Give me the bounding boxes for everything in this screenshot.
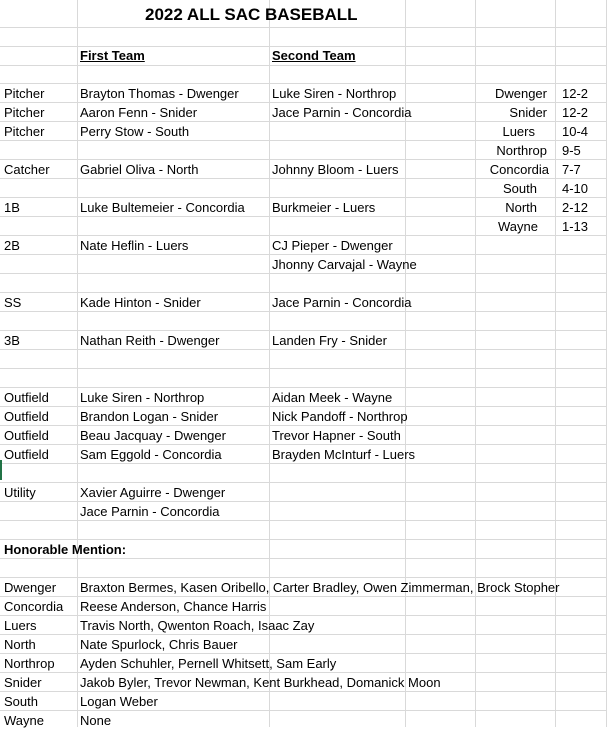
standings-team[interactable]: Luers <box>502 124 535 139</box>
second-team-header[interactable]: Second Team <box>272 48 356 63</box>
standings-team[interactable]: Wayne <box>498 219 538 234</box>
honorable-team[interactable]: North <box>4 637 36 652</box>
honorable-mention-heading[interactable]: Honorable Mention: <box>4 542 127 557</box>
second-team-cell[interactable]: Trevor Hapner - South <box>272 428 401 443</box>
honorable-team[interactable]: Northrop <box>4 656 55 671</box>
honorable-team[interactable]: Wayne <box>4 713 44 728</box>
sheet-title[interactable]: 2022 ALL SAC BASEBALL <box>145 5 358 24</box>
honorable-players[interactable]: Nate Spurlock, Chris Bauer <box>80 637 238 652</box>
standings-record[interactable]: 10-4 <box>562 124 589 139</box>
honorable-players[interactable]: Ayden Schuhler, Pernell Whitsett, Sam Early <box>80 656 337 671</box>
first-team-cell[interactable]: Luke Siren - Northrop <box>80 390 205 405</box>
position-cell[interactable]: 3B <box>4 333 20 348</box>
honorable-players[interactable]: Reese Anderson, Chance Harris <box>80 599 267 614</box>
first-team-cell[interactable]: Luke Bultemeier - Concordia <box>80 200 245 215</box>
position-cell[interactable]: Catcher <box>4 162 50 177</box>
standings-record[interactable]: 1-13 <box>562 219 589 234</box>
second-team-cell[interactable]: Aidan Meek - Wayne <box>272 390 393 405</box>
honorable-team[interactable]: Concordia <box>4 599 64 614</box>
standings-record[interactable]: 4-10 <box>562 181 589 196</box>
honorable-players[interactable]: Jakob Byler, Trevor Newman, Kent Burkhead, Domanick Moon <box>80 675 441 690</box>
standings-team[interactable]: Dwenger <box>494 86 547 101</box>
first-team-header[interactable]: First Team <box>80 48 145 63</box>
standings-record[interactable]: 12-2 <box>562 105 589 120</box>
first-team-cell[interactable]: Beau Jacquay - Dwenger <box>80 428 226 443</box>
first-team-cell[interactable]: Brandon Logan - Snider <box>80 409 219 424</box>
second-team-cell[interactable]: Jhonny Carvajal - Wayne <box>272 257 417 272</box>
position-cell[interactable]: 1B <box>4 200 20 215</box>
second-team-cell[interactable]: Jace Parnin - Concordia <box>272 105 412 120</box>
position-cell[interactable]: Outfield <box>4 447 49 462</box>
row-divider <box>0 65 607 66</box>
column-divider <box>77 0 78 727</box>
honorable-team[interactable]: Luers <box>4 618 37 633</box>
position-cell[interactable]: Pitcher <box>4 86 45 101</box>
second-team-cell[interactable]: Burkmeier - Luers <box>272 200 376 215</box>
second-team-cell[interactable]: Johnny Bloom - Luers <box>272 162 399 177</box>
honorable-players[interactable]: None <box>80 713 112 728</box>
standings-team[interactable]: Northrop <box>496 143 547 158</box>
first-team-cell[interactable]: Gabriel Oliva - North <box>80 162 199 177</box>
second-team-cell[interactable]: Jace Parnin - Concordia <box>272 295 412 310</box>
honorable-players[interactable]: Braxton Bermes, Kasen Oribello, Carter Bradley, Owen Zimmerman, Brock Stopher <box>80 580 560 595</box>
second-team-cell[interactable]: Landen Fry - Snider <box>272 333 387 348</box>
honorable-team[interactable]: South <box>4 694 38 709</box>
first-team-cell[interactable]: Perry Stow - South <box>80 124 190 139</box>
standings-record[interactable]: 9-5 <box>562 143 581 158</box>
first-team-cell[interactable]: Kade Hinton - Snider <box>80 295 201 310</box>
standings-record[interactable]: 7-7 <box>562 162 581 177</box>
first-team-cell[interactable]: Brayton Thomas - Dwenger <box>80 86 239 101</box>
position-cell[interactable]: SS <box>4 295 22 310</box>
column-divider <box>555 0 556 727</box>
first-team-cell[interactable]: Nathan Reith - Dwenger <box>80 333 220 348</box>
first-team-cell[interactable]: Sam Eggold - Concordia <box>80 447 222 462</box>
second-team-cell[interactable]: CJ Pieper - Dwenger <box>272 238 393 253</box>
standings-record[interactable]: 2-12 <box>562 200 589 215</box>
first-team-cell[interactable]: Aaron Fenn - Snider <box>80 105 198 120</box>
position-cell[interactable]: Outfield <box>4 428 49 443</box>
standings-team[interactable]: Snider <box>509 105 547 120</box>
second-team-cell[interactable]: Brayden McInturf - Luers <box>272 447 416 462</box>
first-team-cell[interactable]: Nate Heflin - Luers <box>80 238 189 253</box>
second-team-cell[interactable]: Nick Pandoff - Northrop <box>272 409 408 424</box>
standings-team[interactable]: Concordia <box>489 162 549 177</box>
standings-record[interactable]: 12-2 <box>562 86 589 101</box>
first-team-cell[interactable]: Xavier Aguirre - Dwenger <box>80 485 226 500</box>
position-cell[interactable]: Utility <box>4 485 36 500</box>
position-cell[interactable]: 2B <box>4 238 20 253</box>
standings-team[interactable]: North <box>505 200 537 215</box>
second-team-cell[interactable]: Luke Siren - Northrop <box>272 86 397 101</box>
honorable-players[interactable]: Travis North, Qwenton Roach, Isaac Zay <box>80 618 315 633</box>
position-cell[interactable]: Pitcher <box>4 105 45 120</box>
active-cell-marker <box>0 460 2 480</box>
honorable-team[interactable]: Snider <box>4 675 42 690</box>
position-cell[interactable]: Pitcher <box>4 124 45 139</box>
standings-team[interactable]: South <box>503 181 537 196</box>
honorable-team[interactable]: Dwenger <box>4 580 57 595</box>
row-divider <box>0 368 607 369</box>
position-cell[interactable]: Outfield <box>4 409 49 424</box>
position-cell[interactable]: Outfield <box>4 390 49 405</box>
honorable-players[interactable]: Logan Weber <box>80 694 158 709</box>
first-team-cell[interactable]: Jace Parnin - Concordia <box>80 504 220 519</box>
